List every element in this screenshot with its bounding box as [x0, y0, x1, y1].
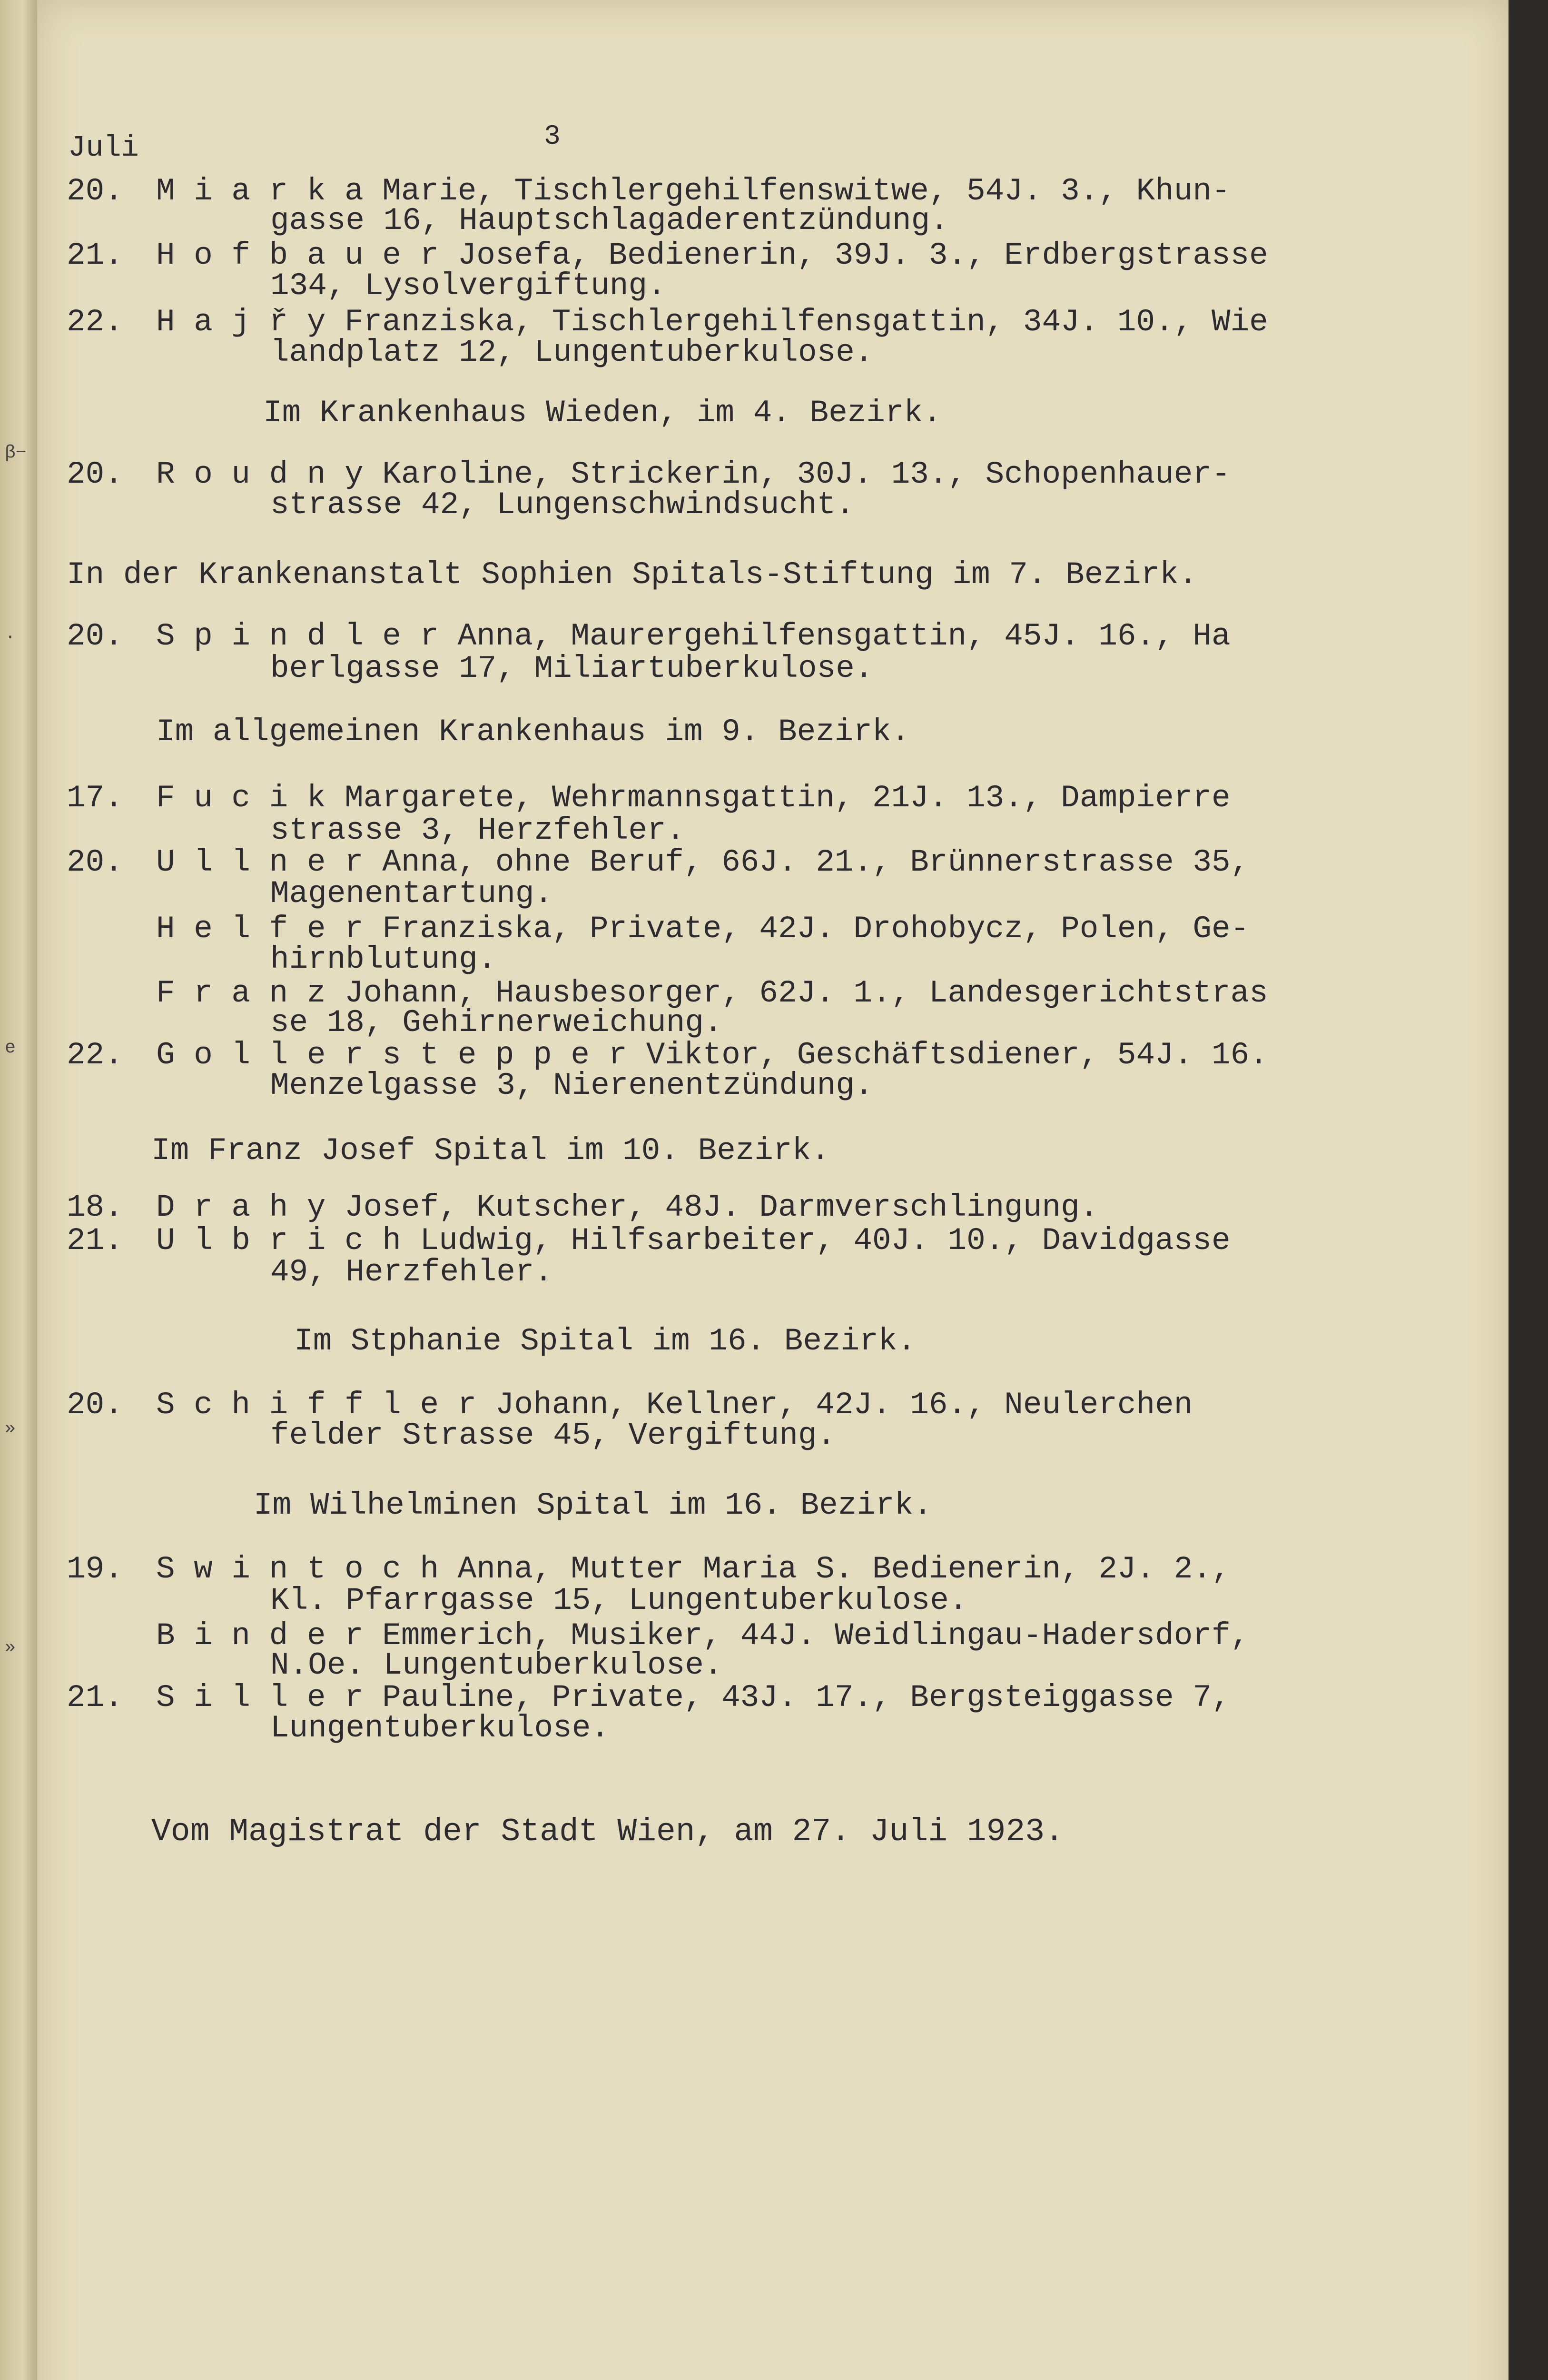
entry-line: Kl. Pfarrgasse 15, Lungentuberkulose. [270, 1583, 968, 1618]
entry-date: 22. [67, 304, 123, 340]
entry-line: Lungentuberkulose. [270, 1710, 610, 1746]
list-item [37, 1223, 1489, 1399]
entry-date: 20. [67, 173, 123, 209]
entry-line: G o l l e r s t e p p e r Viktor, Geschäftsdiener, 54J. 16. [156, 1037, 1268, 1073]
entry-line: S i l l e r Pauline, Private, 43J. 17., Bergsteiggasse 7, [156, 1680, 1231, 1716]
margin-mark: e [5, 1038, 16, 1058]
margin-mark: β− [5, 443, 27, 463]
entry-line: H a j ř y Franziska, Tischlergehilfensgattin, 34J. 10., Wie [156, 304, 1268, 340]
entry-date: 22. [67, 1037, 123, 1073]
list-item [37, 305, 1489, 481]
entry-line: 49, Herzfehler. [270, 1254, 553, 1290]
section-heading: Im Wilhelminen Spital im 16. Bezirk. [254, 1488, 932, 1523]
entry-line: S c h i f f l e r Johann, Kellner, 42J. 16., Neulerchen [156, 1387, 1193, 1423]
section-heading: Im Franz Josef Spital im 10. Bezirk. [151, 1133, 830, 1169]
entry-line: se 18, Gehirnerweichung. [270, 1005, 723, 1041]
entry-line: U l l n e r Anna, ohne Beruf, 66J. 21., Brünnerstrasse 35, [156, 844, 1250, 880]
entry-line: landplatz 12, Lungentuberkulose. [270, 335, 874, 370]
entry-date: 21. [67, 1680, 123, 1716]
section-heading: In der Krankenanstalt Sophien Spitals-Stiftung im 7. Bezirk. [67, 557, 1198, 593]
entry-line: 134, Lysolvergiftung. [270, 268, 666, 304]
entry-date: 20. [67, 618, 123, 654]
list-item [37, 457, 1489, 633]
entry-date: 20. [67, 1387, 123, 1423]
entry-date: 17. [67, 780, 123, 816]
entry-date: 19. [67, 1551, 123, 1587]
document-page [37, 0, 1509, 2380]
signature-line: Vom Magistrat der Stadt Wien, am 27. Juli 1923. [151, 1814, 1064, 1850]
month-header: Juli [68, 131, 139, 165]
section-heading: Im Stphanie Spital im 16. Bezirk. [294, 1323, 917, 1359]
entry-line: H o f b a u e r Josefa, Bedienerin, 39J. 3., Erdbergstrasse [156, 238, 1268, 273]
entry-line: S p i n d l e r Anna, Maurergehilfensgattin, 45J. 16., Ha [156, 618, 1231, 654]
margin-mark: . [5, 624, 16, 644]
entry-line: felder Strasse 45, Vergiftung. [270, 1418, 836, 1453]
entry-line: M i a r k a Marie, Tischlergehilfenswitwe, 54J. 3., Khun- [156, 173, 1231, 209]
list-item [37, 619, 1489, 795]
entry-line: F r a n z Johann, Hausbesorger, 62J. 1., Landesgerichtstras [156, 975, 1268, 1011]
entry-line: R o u d n y Karoline, Strickerin, 30J. 13., Schopenhauer- [156, 456, 1231, 492]
entry-line: strasse 3, Herzfehler. [270, 813, 685, 848]
entry-line: N.Oe. Lungentuberkulose. [270, 1647, 723, 1683]
section-heading: Im allgemeinen Krankenhaus im 9. Bezirk. [156, 714, 910, 750]
entry-line: Magenentartung. [270, 876, 553, 912]
entry-line: H e l f e r Franziska, Private, 42J. Drohobycz, Polen, Ge- [156, 911, 1250, 947]
section-heading: Im Krankenhaus Wieden, im 4. Bezirk. [263, 395, 942, 431]
entry-line: gasse 16, Hauptschlagaderentzündung. [270, 203, 949, 238]
page-number: 3 [544, 121, 561, 152]
adjacent-page-edge [0, 0, 37, 2380]
entry-line: Menzelgasse 3, Nierenentzündung. [270, 1068, 874, 1103]
margin-mark: » [5, 1418, 16, 1439]
list-item [37, 1388, 1489, 1564]
entry-line: berlgasse 17, Miliartuberkulose. [270, 651, 874, 686]
entry-line: S w i n t o c h Anna, Mutter Maria S. Bedienerin, 2J. 2., [156, 1551, 1231, 1587]
entry-line: D r a h y Josef, Kutscher, 48J. Darmverschlingung. [156, 1190, 1099, 1225]
entry-date: 21. [67, 238, 123, 273]
list-item [37, 1038, 1489, 1214]
margin-mark: » [5, 1637, 16, 1658]
entry-date: 20. [67, 844, 123, 880]
entry-line: F u c i k Margarete, Wehrmannsgattin, 21J. 13., Dampierre [156, 780, 1231, 816]
entry-date: 18. [67, 1190, 123, 1225]
entry-date: 20. [67, 456, 123, 492]
entry-line: hirnblutung. [270, 942, 497, 977]
entry-line: U l b r i c h Ludwig, Hilfsarbeiter, 40J. 10., Davidgasse [156, 1223, 1231, 1259]
entry-line: B i n d e r Emmerich, Musiker, 44J. Weidlingau-Hadersdorf, [156, 1618, 1250, 1654]
entry-line: strasse 42, Lungenschwindsucht. [270, 487, 855, 523]
entry-date: 21. [67, 1223, 123, 1259]
